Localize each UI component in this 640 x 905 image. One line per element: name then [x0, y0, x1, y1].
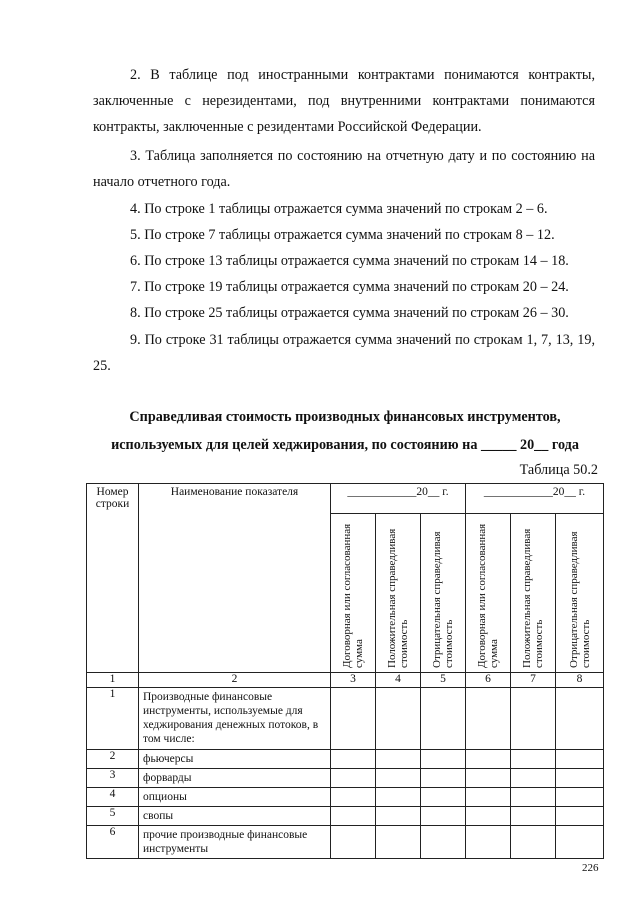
value-cell: [511, 769, 556, 788]
value-cell: [466, 769, 511, 788]
value-cell: [466, 807, 511, 826]
value-cell: [511, 788, 556, 807]
value-cell: [376, 807, 421, 826]
subheader-positive-2: Положительная справедливая стоимость: [521, 528, 545, 668]
column-number-row: [87, 673, 604, 688]
row-name: прочие производные финансовые инструменты: [139, 826, 331, 859]
value-cell: [466, 688, 511, 750]
subheader-cell: [511, 514, 556, 673]
value-cell: [511, 688, 556, 750]
value-cell: [556, 750, 604, 769]
fair-value-table: [86, 483, 604, 859]
table-title-line-1: Справедливая стоимость производных финансовых инструментов,: [129, 409, 561, 425]
subheader-cell: [376, 514, 421, 673]
header-period-1: ____________20__ г.: [331, 484, 466, 514]
col-number: 5: [421, 673, 466, 688]
header-period-2: ____________20__ г.: [466, 484, 604, 514]
value-cell: [331, 788, 376, 807]
subheader-cell: [556, 514, 604, 673]
value-cell: [556, 688, 604, 750]
header-row-number: Номер строки: [87, 484, 139, 673]
value-cell: [466, 826, 511, 859]
value-cell: [556, 788, 604, 807]
row-name: опционы: [139, 788, 331, 807]
value-cell: [376, 826, 421, 859]
value-cell: [556, 807, 604, 826]
value-cell: [376, 688, 421, 750]
value-cell: [421, 807, 466, 826]
col-number: 7: [511, 673, 556, 688]
col-number: 3: [331, 673, 376, 688]
value-cell: [331, 750, 376, 769]
table-row: [87, 688, 604, 750]
value-cell: [331, 688, 376, 750]
table-title-line-2: используемых для целей хеджирования, по состоянию на _____ 20__ года: [111, 437, 579, 453]
col-number: 6: [466, 673, 511, 688]
value-cell: [511, 826, 556, 859]
table-row: [87, 807, 604, 826]
line-5: 5. По строке 7 таблицы отражается сумма значений по строкам 8 – 12.: [130, 227, 555, 243]
row-number: 3: [87, 769, 139, 788]
line-8: 8. По строке 25 таблицы отражается сумма значений по строкам 26 – 30.: [130, 305, 569, 321]
value-cell: [421, 788, 466, 807]
paragraph-3: 3. Таблица заполняется по состоянию на отчетную дату и по состоянию на начало отчетного года.: [93, 148, 595, 190]
col-number: 8: [556, 673, 604, 688]
subheader-cell: [466, 514, 511, 673]
value-cell: [556, 826, 604, 859]
col-number: 1: [87, 673, 139, 688]
value-cell: [421, 769, 466, 788]
value-cell: [331, 807, 376, 826]
table-row: [87, 750, 604, 769]
value-cell: [421, 750, 466, 769]
row-number: 5: [87, 807, 139, 826]
subheader-cell: [331, 514, 376, 673]
value-cell: [511, 807, 556, 826]
subheader-negative-1: Отрицательная справедливая стоимость: [431, 531, 455, 668]
value-cell: [376, 769, 421, 788]
value-cell: [331, 769, 376, 788]
value-cell: [376, 750, 421, 769]
subheader-cell: [421, 514, 466, 673]
table-caption: Таблица 50.2: [519, 462, 598, 478]
value-cell: [556, 769, 604, 788]
page-number: 226: [582, 862, 599, 874]
value-cell: [466, 750, 511, 769]
value-cell: [331, 826, 376, 859]
paragraph-2: 2. В таблице под иностранными контрактами понимаются контракты, заключенные с нерезидентами, под внутренними контрактами понимаются контракты, заключенные с резидентами Российской Федерации.: [93, 67, 595, 135]
row-name: форварды: [139, 769, 331, 788]
col-number: 4: [376, 673, 421, 688]
table-row: [87, 769, 604, 788]
row-number: 4: [87, 788, 139, 807]
row-name: свопы: [139, 807, 331, 826]
line-7: 7. По строке 19 таблицы отражается сумма значений по строкам 20 – 24.: [130, 279, 569, 295]
table-row: [87, 788, 604, 807]
subheader-notional-2: Договорная или согласованная сумма: [476, 523, 500, 668]
value-cell: [421, 688, 466, 750]
value-cell: [421, 826, 466, 859]
value-cell: [376, 788, 421, 807]
col-number: 2: [139, 673, 331, 688]
subheader-positive-1: Положительная справедливая стоимость: [386, 528, 410, 668]
subheader-negative-2: Отрицательная справедливая стоимость: [567, 531, 592, 668]
line-6: 6. По строке 13 таблицы отражается сумма значений по строкам 14 – 18.: [130, 253, 569, 269]
row-number: 2: [87, 750, 139, 769]
line-4: 4. По строке 1 таблицы отражается сумма значений по строкам 2 – 6.: [130, 201, 548, 217]
row-name: фьючерсы: [139, 750, 331, 769]
subheader-notional-1: Договорная или согласованная сумма: [341, 523, 365, 668]
value-cell: [466, 788, 511, 807]
value-cell: [511, 750, 556, 769]
header-indicator-name: Наименование показателя: [139, 484, 331, 673]
row-number: 1: [87, 688, 139, 750]
paragraph-9: 9. По строке 31 таблицы отражается сумма значений по строкам 1, 7, 13, 19, 25.: [93, 332, 595, 374]
table-row: [87, 826, 604, 859]
row-name: Производные финансовые инструменты, используемые для хеджирования денежных потоков, в том числе:: [139, 688, 331, 750]
row-number: 6: [87, 826, 139, 859]
